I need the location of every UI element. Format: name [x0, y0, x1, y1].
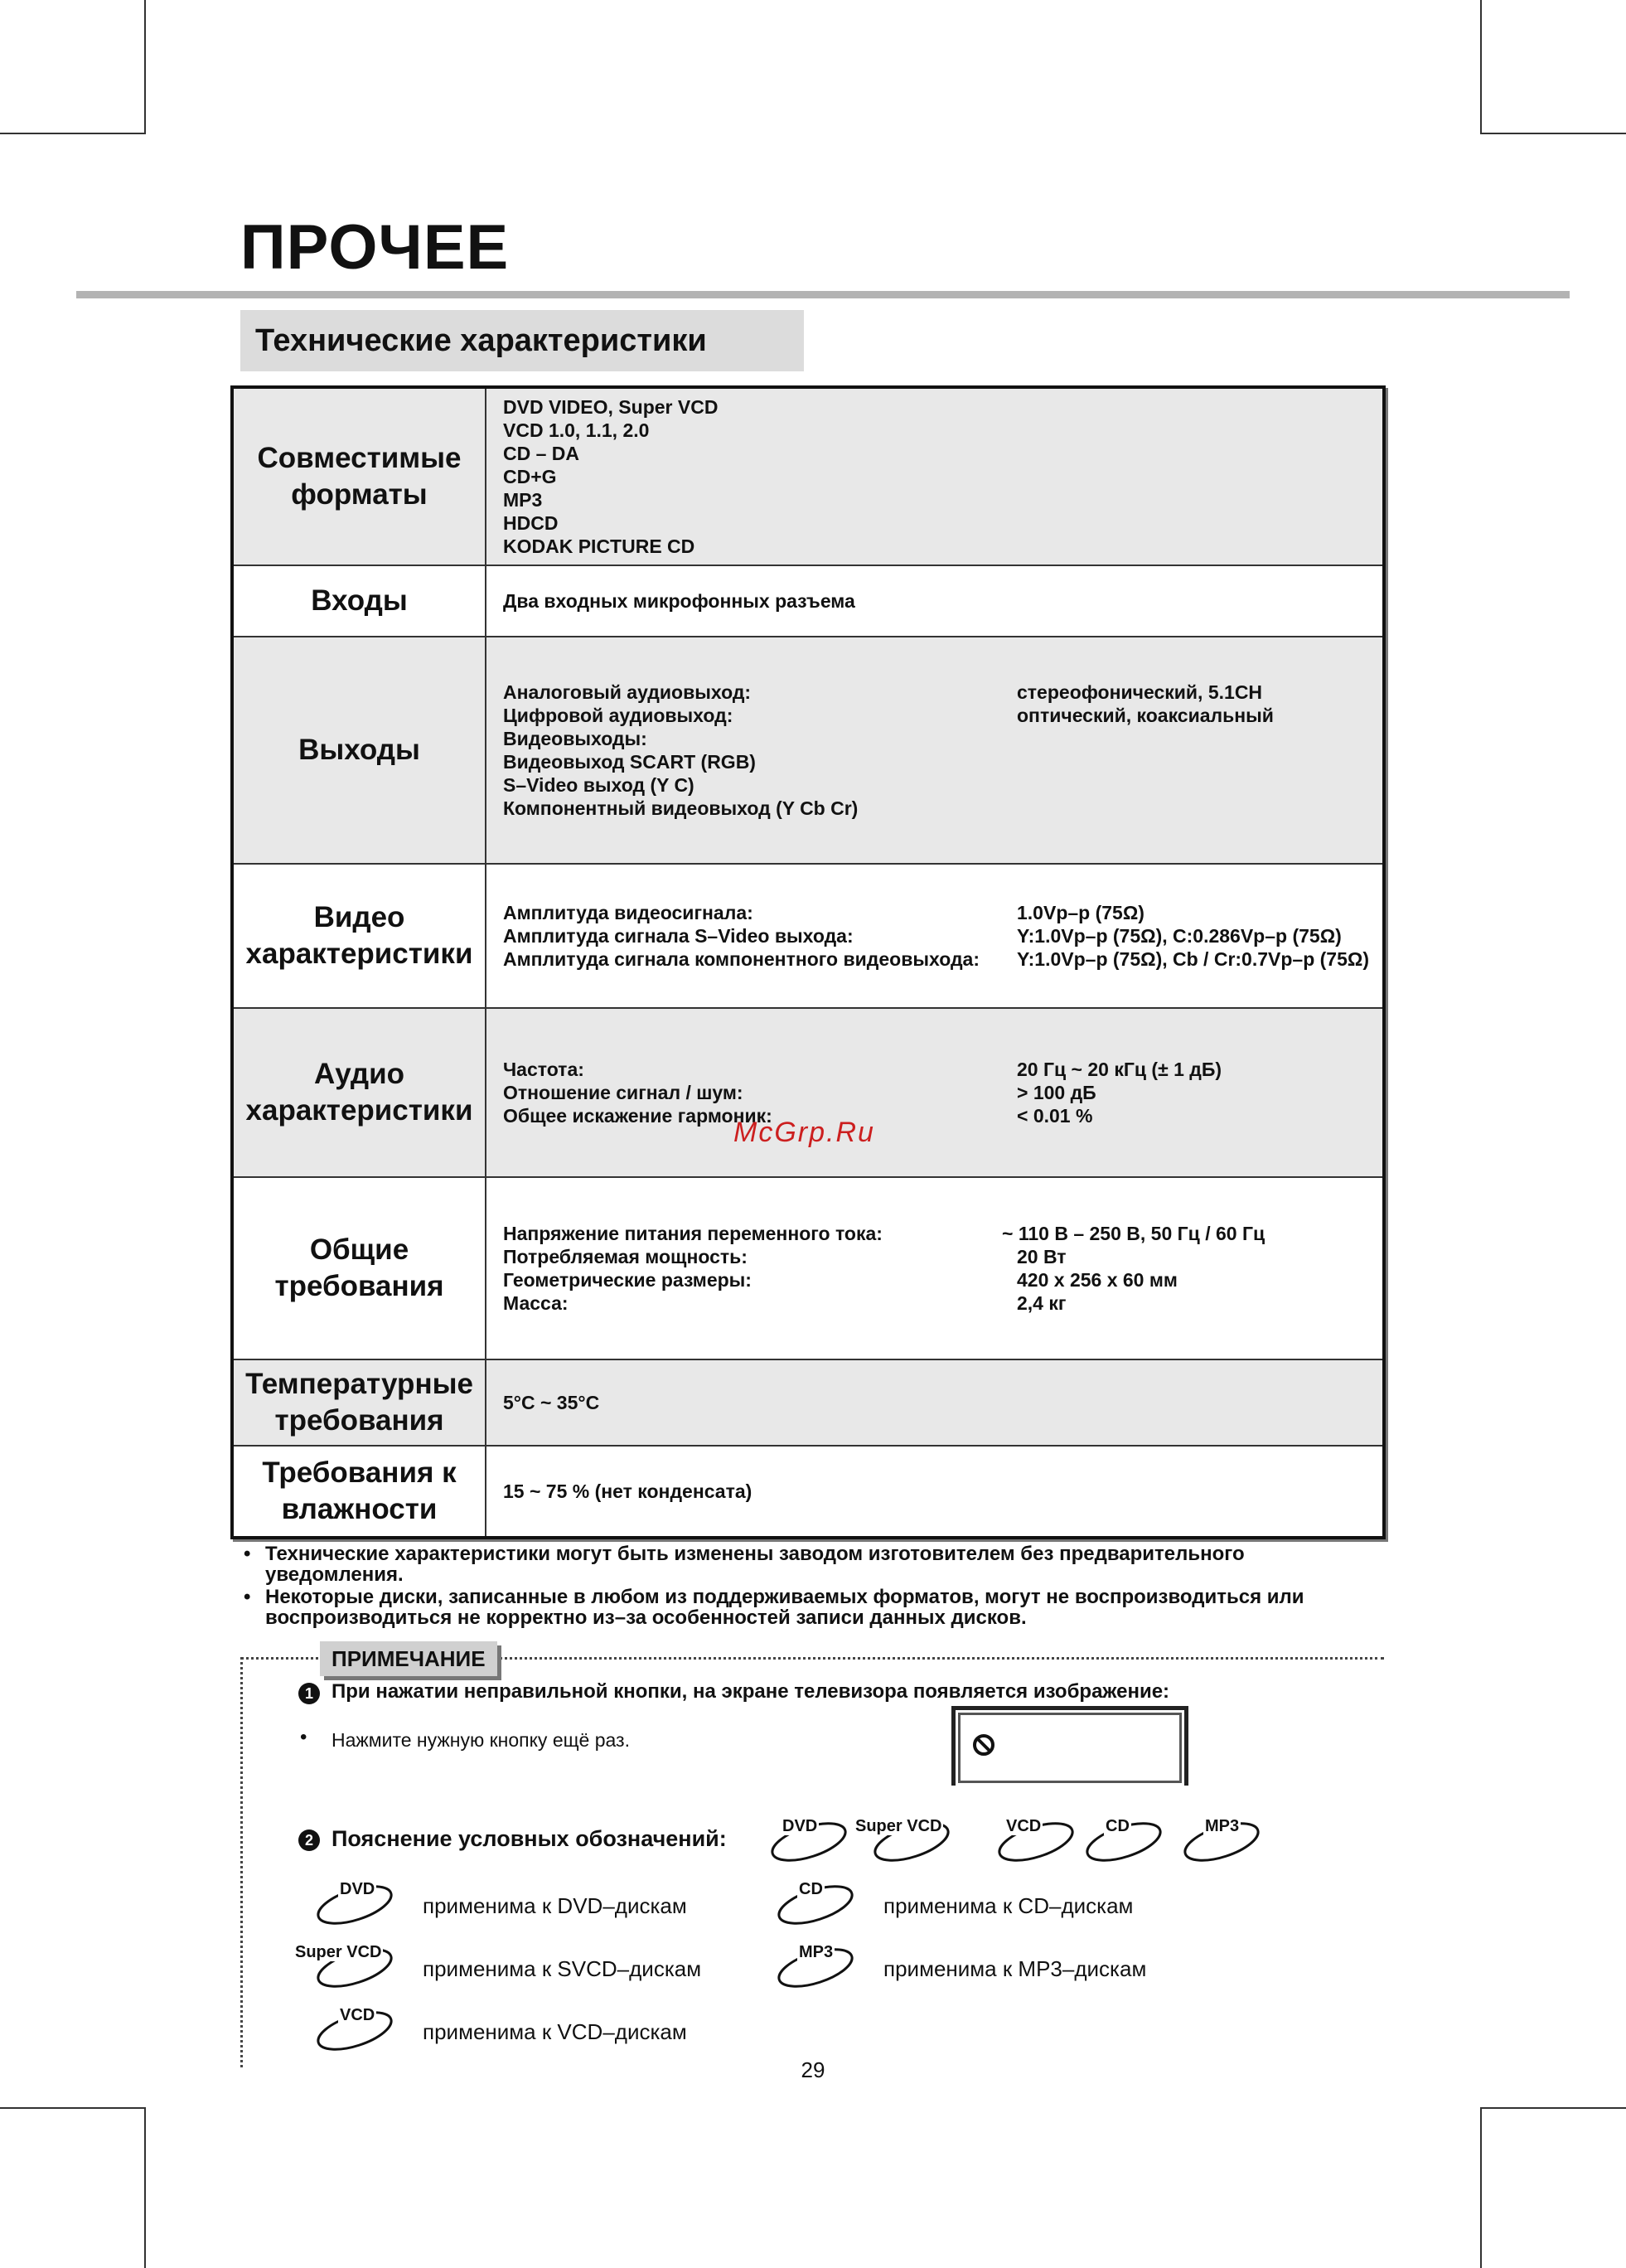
- spec-label: Температурные требования: [234, 1360, 486, 1445]
- disc-label: CD: [1106, 1817, 1130, 1835]
- prohibited-icon: [971, 1732, 996, 1757]
- spec-val: Y:1.0Vp–p (75Ω), C:0.286Vp–p (75Ω): [1017, 925, 1342, 947]
- crop-mark: [144, 0, 146, 134]
- disc-label: VCD: [340, 2006, 375, 2024]
- crop-mark: [144, 2107, 146, 2268]
- spec-val: 20 Гц ~ 20 кГц (± 1 дБ): [1017, 1059, 1222, 1080]
- spec-line: 15 ~ 75 % (нет конденсата): [503, 1480, 753, 1502]
- spec-val: ~ 110 В – 250 В, 50 Гц / 60 Гц: [1002, 1223, 1265, 1244]
- disc-label: CD: [799, 1880, 823, 1898]
- disc-label: MP3: [1205, 1817, 1240, 1835]
- spec-val: Y:1.0Vp–p (75Ω), Cb / Cr:0.7Vp–p (75Ω): [1017, 948, 1369, 970]
- spec-line: VCD 1.0, 1.1, 2.0: [503, 419, 650, 441]
- bullet-icon: •: [300, 1726, 307, 1748]
- spec-val: стереофонический, 5.1CH: [1017, 681, 1263, 703]
- spec-row-general: [234, 1178, 1382, 1360]
- spec-row-humidity: [234, 1447, 1382, 1536]
- spec-label: Требования к влажности: [234, 1447, 486, 1536]
- spec-value: [486, 1447, 1382, 1536]
- spec-label: Аудио характеристики: [234, 1009, 486, 1176]
- spec-key: Частота:: [503, 1059, 584, 1080]
- crop-mark: [0, 133, 146, 134]
- spec-row-temperature: [234, 1360, 1382, 1447]
- spec-label: Общие требования: [234, 1178, 486, 1359]
- spec-line: Два входных микрофонных разъема: [503, 590, 855, 612]
- legend-text: применима к CD–дискам: [883, 1893, 1134, 1918]
- spec-value: [486, 1009, 1382, 1176]
- crop-mark: [1480, 2107, 1626, 2109]
- disc-label: DVD: [782, 1817, 818, 1835]
- spec-line: 5°C ~ 35°C: [503, 1392, 600, 1413]
- page-title: ПРОЧЕЕ: [240, 212, 510, 283]
- watermark: McGrp.Ru: [733, 1117, 875, 1148]
- spec-key: Амплитуда видеосигнала:: [503, 902, 753, 923]
- spec-key: Общее искажение гармоник:: [503, 1105, 772, 1127]
- note-box-border: [240, 1657, 243, 2067]
- page-number: 29: [801, 2057, 825, 2082]
- spec-val: < 0.01 %: [1017, 1105, 1093, 1127]
- disc-label: DVD: [340, 1880, 375, 1898]
- note-item-1: При нажатии неправильной кнопки, на экране телевизора появляется изображение:: [331, 1680, 1170, 1703]
- legend-text: применима к VCD–дискам: [423, 2019, 687, 2044]
- spec-label: Выходы: [234, 637, 486, 863]
- note-item: • Технические характеристики могут быть изменены заводом изготовителем без предварительного уведомления.: [240, 1544, 1401, 1585]
- note-box-title: ПРИМЕЧАНИЕ: [320, 1641, 497, 1676]
- spec-row-formats: [234, 389, 1382, 566]
- spec-line: CD – DA: [503, 443, 580, 464]
- crop-mark: [0, 2107, 146, 2109]
- spec-val: оптический, коаксиальный: [1017, 705, 1274, 726]
- section-heading: Технические характеристики: [240, 310, 804, 371]
- spec-value: [486, 865, 1382, 1007]
- spec-value: [486, 566, 1382, 636]
- spec-key: Компонентный видеовыход (Y Cb Cr): [503, 797, 859, 819]
- spec-line: DVD VIDEO, Super VCD: [503, 396, 719, 418]
- spec-key: S–Video выход (Y C): [503, 774, 694, 796]
- spec-key: Потребляемая мощность:: [503, 1246, 748, 1267]
- spec-value: [486, 637, 1382, 863]
- disc-label: Super VCD: [295, 1943, 382, 1961]
- spec-key: Геометрические размеры:: [503, 1269, 752, 1291]
- spec-val: 420 x 256 x 60 мм: [1017, 1269, 1178, 1291]
- spec-key: Напряжение питания переменного тока:: [503, 1223, 883, 1244]
- legend-text: применима к SVCD–дискам: [423, 1956, 702, 1981]
- spec-row-inputs: [234, 566, 1382, 637]
- title-divider: [76, 291, 1570, 298]
- crop-mark: [1480, 0, 1482, 134]
- spec-line: CD+G: [503, 466, 557, 487]
- spec-key: Отношение сигнал / шум:: [503, 1082, 743, 1103]
- spec-val: 1.0Vp–p (75Ω): [1017, 902, 1144, 923]
- spec-key: Цифровой аудиовыход:: [503, 705, 733, 726]
- spec-line: KODAK PICTURE CD: [503, 536, 695, 557]
- spec-key: Видеовыход SCART (RGB): [503, 751, 756, 773]
- spec-value: [486, 1360, 1382, 1445]
- spec-label: Входы: [234, 566, 486, 636]
- spec-row-video: [234, 865, 1382, 1009]
- spec-line: MP3: [503, 489, 543, 511]
- spec-val: 20 Вт: [1017, 1246, 1067, 1267]
- spec-key: Амплитуда сигнала S–Video выхода:: [503, 925, 854, 947]
- spec-key: Видеовыходы:: [503, 728, 647, 749]
- note-item: • Некоторые диски, записанные в любом из поддерживаемых форматов, могут не воспроизводиться или воспроизводиться не корректно из–за особенностей записи данных дисков.: [240, 1587, 1401, 1628]
- spec-value: [486, 1178, 1382, 1359]
- crop-mark: [1480, 133, 1626, 134]
- number-badge: 1: [298, 1683, 320, 1704]
- spec-key: Амплитуда сигнала компонентного видеовыхода:: [503, 948, 980, 970]
- spec-line: HDCD: [503, 512, 559, 534]
- notes-list: [240, 1544, 1401, 1630]
- spec-key: Масса:: [503, 1292, 569, 1314]
- spec-val: 2,4 кг: [1017, 1292, 1067, 1314]
- disc-label: VCD: [1006, 1817, 1042, 1835]
- spec-label: Совместимые форматы: [234, 389, 486, 565]
- spec-table: [230, 385, 1386, 1539]
- spec-label: Видео характеристики: [234, 865, 486, 1007]
- number-badge: 2: [298, 1829, 320, 1851]
- legend-text: применима к MP3–дискам: [883, 1956, 1147, 1981]
- spec-row-audio: [234, 1009, 1382, 1178]
- note-item-1-sub: Нажмите нужную кнопку ещё раз.: [331, 1729, 630, 1751]
- legend-text: применима к DVD–дискам: [423, 1893, 687, 1918]
- spec-value: [486, 389, 1382, 565]
- disc-label: MP3: [799, 1943, 834, 1961]
- crop-mark: [1480, 2107, 1482, 2268]
- spec-row-outputs: [234, 637, 1382, 865]
- spec-key: Аналоговый аудиовыход:: [503, 681, 752, 703]
- note-item-2: Пояснение условных обозначений:: [331, 1826, 727, 1851]
- disc-label: Super VCD: [855, 1817, 942, 1835]
- spec-val: > 100 дБ: [1017, 1082, 1096, 1103]
